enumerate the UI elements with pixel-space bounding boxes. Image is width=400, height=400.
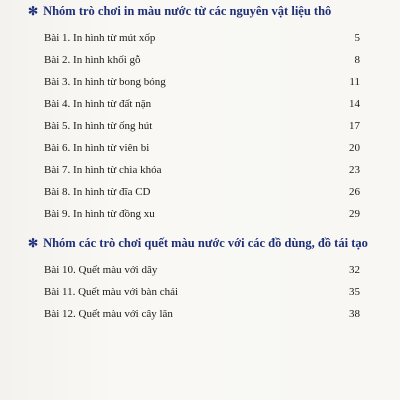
toc-entry-label: Bài 8. In hình từ đĩa CD — [44, 186, 151, 198]
toc-entry-label: Bài 10. Quết màu với dây — [44, 264, 158, 276]
toc-entry-label: Bài 5. In hình từ ống hút — [44, 120, 153, 132]
toc-entry[interactable] — [44, 98, 360, 113]
toc-entry-label: Bài 6. In hình từ viên bi — [44, 142, 150, 154]
section-title-text: Nhóm trò chơi in màu nước từ các nguyên vật liệu thô — [43, 4, 332, 18]
toc-entry[interactable] — [44, 308, 360, 323]
toc-entry[interactable] — [44, 264, 360, 279]
toc-entry-page: 20 — [349, 142, 360, 154]
section-title-2 — [28, 236, 368, 251]
toc-entry[interactable] — [44, 76, 360, 91]
toc-entry-page: 23 — [349, 164, 360, 176]
toc-entry-page: 38 — [349, 308, 360, 320]
toc-entry-label: Bài 9. In hình từ đồng xu — [44, 208, 155, 220]
toc-entry[interactable] — [44, 164, 360, 179]
toc-entry[interactable] — [44, 286, 360, 301]
toc-entry-label: Bài 12. Quết màu với cây lăn — [44, 308, 173, 320]
toc-entry-page: 11 — [349, 76, 360, 88]
toc-entry[interactable] — [44, 54, 360, 69]
toc-entry-label: Bài 2. In hình khối gỗ — [44, 54, 141, 66]
asterisk-icon: ✻ — [28, 236, 39, 250]
toc-entry-label: Bài 7. In hình từ chìa khóa — [44, 164, 162, 176]
toc-entry-label: Bài 3. In hình từ bong bóng — [44, 76, 166, 88]
toc-entry[interactable] — [44, 208, 360, 223]
toc-entry[interactable] — [44, 120, 360, 135]
toc-entry-page: 14 — [349, 98, 360, 110]
toc-entry-label: Bài 11. Quết màu với bàn chải — [44, 286, 179, 298]
section-title-1 — [28, 4, 331, 19]
toc-entry-label: Bài 4. In hình từ đất nặn — [44, 98, 152, 110]
toc-entry[interactable] — [44, 142, 360, 157]
toc-entry[interactable] — [44, 32, 360, 47]
toc-entry-page: 26 — [349, 186, 360, 198]
toc-entry-page: 5 — [354, 32, 360, 44]
toc-entry-page: 29 — [349, 208, 360, 220]
toc-entry-page: 35 — [349, 286, 360, 298]
toc-entry[interactable] — [44, 186, 360, 201]
asterisk-icon: ✻ — [28, 4, 39, 18]
section-title-text: Nhóm các trò chơi quết màu nước với các đồ dùng, đồ tái tạo — [43, 236, 368, 250]
toc-entry-page: 8 — [354, 54, 360, 66]
toc-entry-page: 17 — [349, 120, 360, 132]
toc-entry-label: Bài 1. In hình từ mút xốp — [44, 32, 156, 44]
toc-entry-page: 32 — [349, 264, 360, 276]
